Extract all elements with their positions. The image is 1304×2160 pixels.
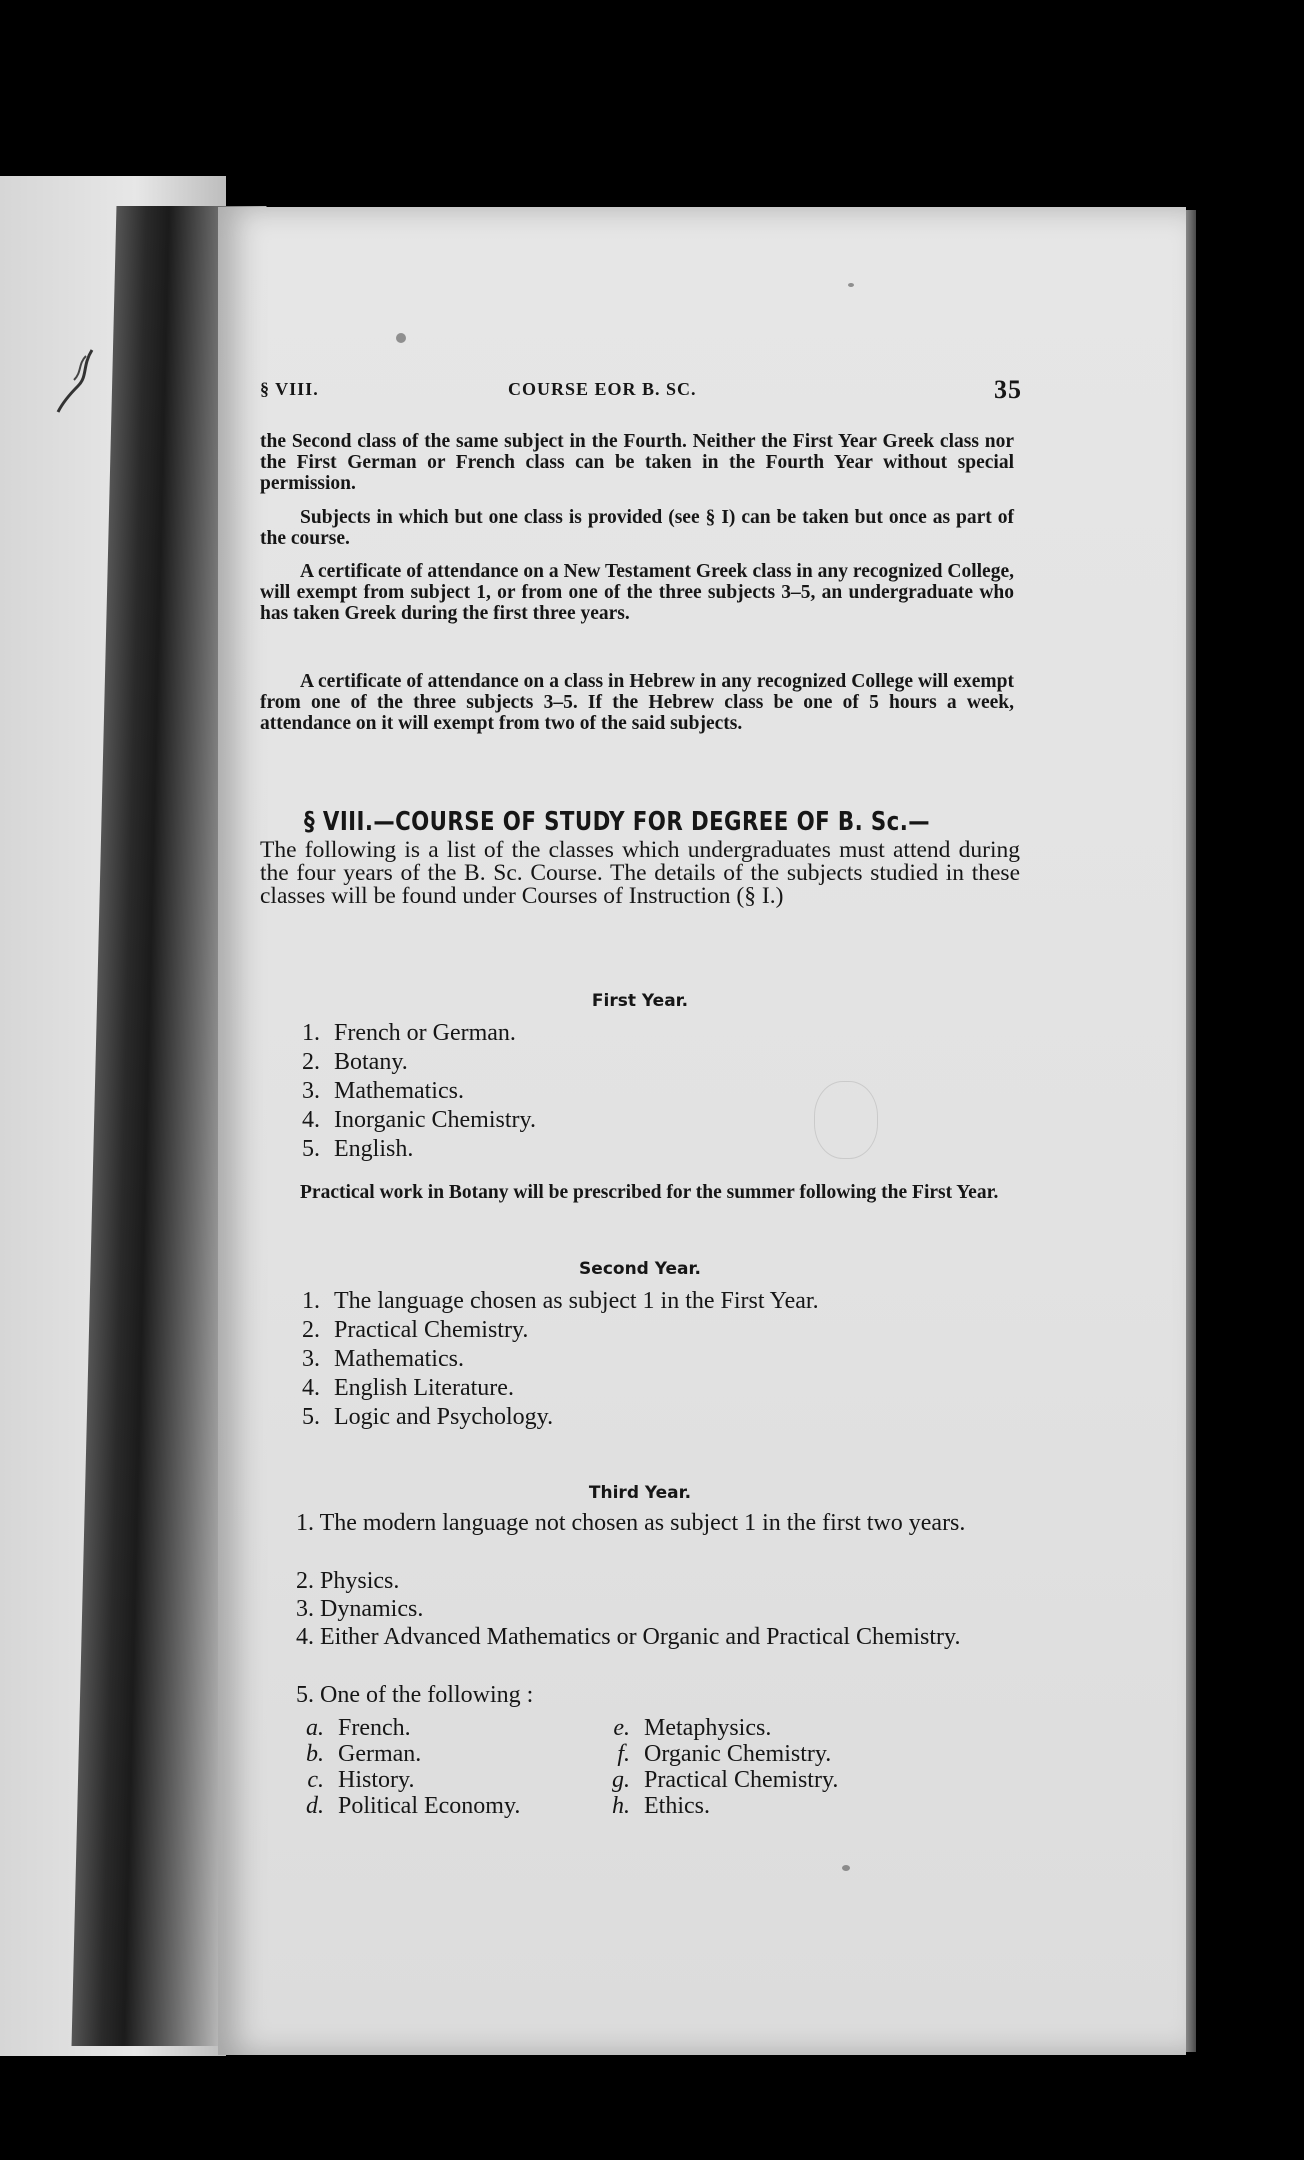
list-item: 4. English Literature. bbox=[302, 1375, 514, 1401]
section-title: § VIII.—COURSE OF STUDY FOR DEGREE OF B. Sc.— bbox=[304, 807, 930, 837]
running-head-section: § VIII. bbox=[260, 379, 319, 399]
option-item: b. German. bbox=[306, 1741, 422, 1767]
first-year-note: Practical work in Botany will be prescribed for the summer following the First Year. bbox=[300, 1182, 999, 1203]
paragraph: the Second class of the same subject in the Fourth. Neither the First Year Greek class nor the First German or French class can be taken in the Fourth Year without special permission. bbox=[260, 431, 1014, 494]
option-item: g. Practical Chemistry. bbox=[612, 1767, 839, 1793]
list-item: 2. Botany. bbox=[302, 1049, 408, 1075]
list-item: 5. Logic and Psychology. bbox=[302, 1404, 554, 1430]
list-item: 1. French or German. bbox=[302, 1020, 516, 1046]
ink-speck bbox=[848, 283, 854, 287]
right-page-35 bbox=[218, 207, 1186, 2055]
third-year-heading: Third Year. bbox=[588, 1483, 692, 1503]
options-column-right bbox=[604, 1715, 904, 1819]
second-year-list bbox=[284, 1287, 1004, 1432]
first-year-list bbox=[284, 1019, 1004, 1164]
list-item: 3. Mathematics. bbox=[302, 1346, 464, 1372]
second-year-heading: Second Year. bbox=[579, 1259, 701, 1279]
list-item: 4. Inorganic Chemistry. bbox=[302, 1107, 536, 1133]
option-item: a. French. bbox=[306, 1715, 411, 1741]
option-item: c. History. bbox=[307, 1767, 415, 1793]
paragraph: A certificate of attendance on a New Testament Greek class in any recognized College, will exempt from subject 1, or from one of the three subjects 3–5, an undergraduate who has taken Greek during the first three years. bbox=[260, 561, 1014, 624]
ink-speck bbox=[396, 333, 406, 343]
paragraph: Subjects in which but one class is provided (see § I) can be taken but once as part of the course. bbox=[260, 507, 1014, 549]
section-intro: The following is a list of the classes which undergraduates must attend during the four years of the B. Sc. Course. The details of the subjects studied in these classes will be found under Courses of Instruction (§ I.) bbox=[260, 837, 1020, 909]
third-year-item-3: 3. Dynamics. bbox=[296, 1596, 424, 1622]
paragraph: A certificate of attendance on a class in Hebrew in any recognized College will exempt from one of the three subjects 3–5. If the Hebrew class be one of 5 hours a week, attendance on it will exempt from two of the said subjects. bbox=[260, 671, 1014, 734]
list-item: 2. Practical Chemistry. bbox=[302, 1317, 529, 1343]
ink-speck bbox=[842, 1865, 850, 1871]
list-item: 1. The language chosen as subject 1 in the First Year. bbox=[302, 1288, 819, 1314]
page-number: 35 bbox=[994, 375, 1022, 404]
option-item: f. Organic Chemistry. bbox=[617, 1741, 832, 1767]
paper-stain bbox=[814, 1081, 878, 1159]
third-year-item-4: 4. Either Advanced Mathematics or Organic and Practical Chemistry. bbox=[296, 1624, 961, 1650]
third-year-item-1: 1. The modern language not chosen as subject 1 in the first two years. bbox=[296, 1510, 966, 1536]
option-item: d. Political Economy. bbox=[306, 1793, 521, 1819]
option-item: h. Ethics. bbox=[612, 1793, 710, 1819]
third-year-item-5: 5. One of the following : bbox=[296, 1682, 534, 1708]
running-head-title: COURSE EOR B. SC. bbox=[508, 379, 697, 399]
third-year-item-2: 2. Physics. bbox=[296, 1568, 400, 1594]
pen-mark-icon bbox=[52, 346, 102, 416]
options-column-left bbox=[298, 1715, 598, 1819]
list-item: 3. Mathematics. bbox=[302, 1078, 464, 1104]
first-year-heading: First Year. bbox=[591, 991, 689, 1011]
list-item: 5. English. bbox=[302, 1136, 414, 1162]
option-item: e. Metaphysics. bbox=[613, 1715, 772, 1741]
